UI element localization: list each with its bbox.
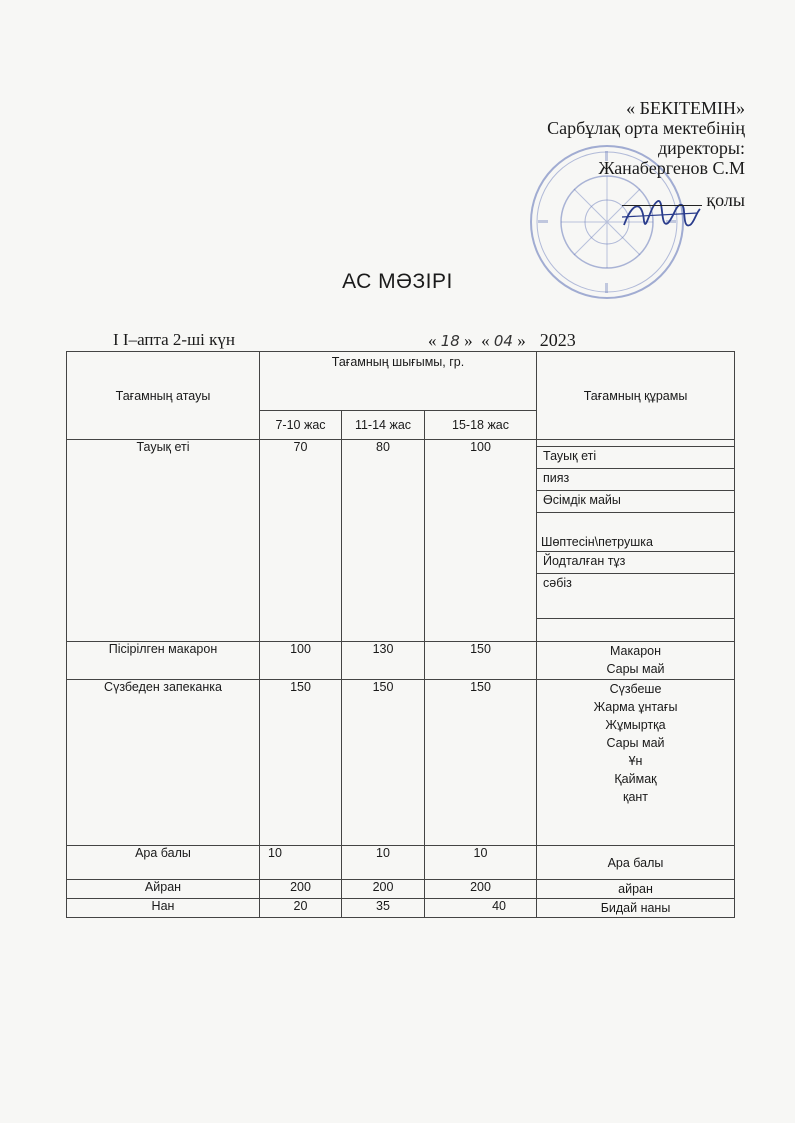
ingredient: Сары май (606, 736, 665, 750)
signature-blank (622, 205, 702, 206)
date-line: « 18 » « 04 » 2023 (428, 330, 576, 350)
table-row (67, 899, 735, 918)
ingredient: Сүзбеше (609, 682, 662, 696)
signature-line (515, 190, 745, 210)
output-15-18: 40 (425, 899, 537, 918)
signature-label: қолы (706, 190, 745, 210)
table-row (67, 880, 735, 899)
dish-name: Сүзбеден запеканка (67, 680, 260, 846)
output-7-10: 10 (260, 846, 342, 880)
composition-cell (537, 642, 735, 680)
ingredient: Жарма ұнтағы (593, 700, 678, 714)
header-age-11-14: 11-14 жас (342, 411, 425, 440)
table-row (67, 846, 735, 880)
ingredient: Ұн (628, 754, 643, 768)
header-output: Тағамның шығымы, гр. (260, 352, 537, 411)
ingredient: Қаймақ (614, 772, 657, 786)
approval-heading: « БЕКІТЕМІН» (626, 98, 745, 118)
date-day: 18 (440, 332, 460, 350)
ingredient: Өсімдік майы (537, 491, 734, 513)
dish-name: Пісірілген макарон (67, 642, 260, 680)
director-name: Жанабергенов С.М (598, 158, 745, 178)
ingredient: Йодталған тұз (537, 552, 734, 574)
dish-name: Нан (67, 899, 260, 918)
menu-table (66, 351, 735, 918)
page-title: АС МӘЗІРІ (342, 270, 453, 293)
table-row (67, 642, 735, 680)
dish-name: Ара балы (67, 846, 260, 880)
output-11-14: 35 (342, 899, 425, 918)
output-15-18: 150 (425, 680, 537, 846)
ingredient: Сары май (606, 662, 665, 676)
ingredient: қант (622, 790, 649, 804)
output-15-18: 150 (425, 642, 537, 680)
header-age-15-18: 15-18 жас (425, 411, 537, 440)
header-composition: Тағамның құрамы (537, 352, 735, 440)
approval-block (515, 98, 745, 210)
empty-line (537, 619, 734, 641)
composition-cell (537, 440, 735, 642)
ingredient: Жұмыртқа (605, 718, 666, 732)
output-11-14: 200 (342, 880, 425, 899)
output-11-14: 10 (342, 846, 425, 880)
table-header-row (67, 352, 735, 411)
dish-name: Айран (67, 880, 260, 899)
output-11-14: 130 (342, 642, 425, 680)
output-15-18: 10 (425, 846, 537, 880)
school-name: Сарбұлақ орта мектебінің (547, 118, 745, 138)
dish-name: Тауық еті (67, 440, 260, 642)
composition-cell: Бидай наны (537, 899, 735, 918)
composition-cell: Ара балы (537, 846, 735, 880)
ingredient: пияз (537, 469, 734, 491)
output-7-10: 70 (260, 440, 342, 642)
date-month: 04 (493, 332, 513, 350)
composition-cell: айран (537, 880, 735, 899)
ingredient: сәбіз (537, 574, 734, 619)
output-15-18: 100 (425, 440, 537, 642)
table-row (67, 440, 735, 642)
output-11-14: 80 (342, 440, 425, 642)
ingredient: Шөптесін\петрушка (537, 513, 734, 552)
ingredient: Макарон (610, 644, 662, 658)
output-15-18: 200 (425, 880, 537, 899)
week-day-label: І І–апта 2-ші күн (113, 330, 236, 349)
header-age-7-10: 7-10 жас (260, 411, 342, 440)
output-7-10: 20 (260, 899, 342, 918)
output-7-10: 150 (260, 680, 342, 846)
director-title: директоры: (657, 138, 745, 158)
output-7-10: 200 (260, 880, 342, 899)
ingredient: Тауық еті (537, 446, 734, 469)
output-7-10: 100 (260, 642, 342, 680)
header-dish-name: Тағамның атауы (67, 352, 260, 440)
date-year: 2023 (539, 330, 576, 350)
output-11-14: 150 (342, 680, 425, 846)
composition-cell (537, 680, 735, 846)
table-row (67, 680, 735, 846)
